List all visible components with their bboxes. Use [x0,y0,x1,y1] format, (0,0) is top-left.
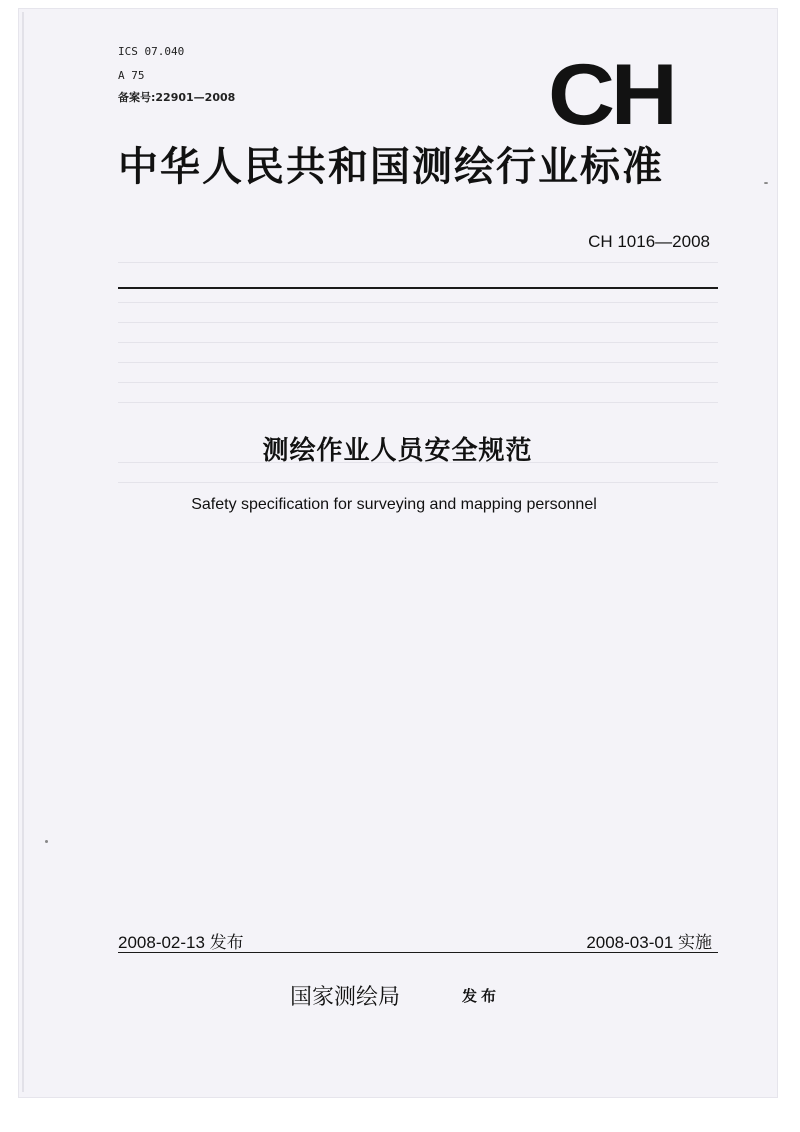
standard-category-title: 中华人民共和国测绘行业标准 [118,144,664,190]
bleed-through-line [118,362,718,363]
bleed-through-line [118,342,718,343]
bleed-through-line [118,402,718,403]
bleed-through-line [118,262,718,263]
standard-number: CH 1016—2008 [588,232,710,251]
record-number: 备案号:22901—2008 [118,91,236,104]
scan-speck [45,840,48,843]
bleed-through-line [118,382,718,383]
footer-divider [118,952,718,953]
bleed-through-line [118,482,718,483]
implement-date: 2008-03-01 实施 [586,933,712,952]
bleed-through-line [118,302,718,303]
page-binding-edge [22,12,24,1092]
scan-speck [764,182,768,184]
bleed-through-line [118,322,718,323]
issuer-name: 国家测绘局 [290,985,401,1010]
document-title-en: Safety specification for surveying and mapping personnel [191,496,597,513]
publish-date: 2008-02-13 发布 [118,933,244,952]
document-title-cn: 测绘作业人员安全规范 [262,436,533,466]
ics-code: ICS 07.040 [118,45,185,58]
classification-code: A 75 [118,69,145,82]
ch-logo: CH [548,47,674,143]
issuer-action: 发布 [462,987,501,1005]
header-divider [118,287,718,289]
